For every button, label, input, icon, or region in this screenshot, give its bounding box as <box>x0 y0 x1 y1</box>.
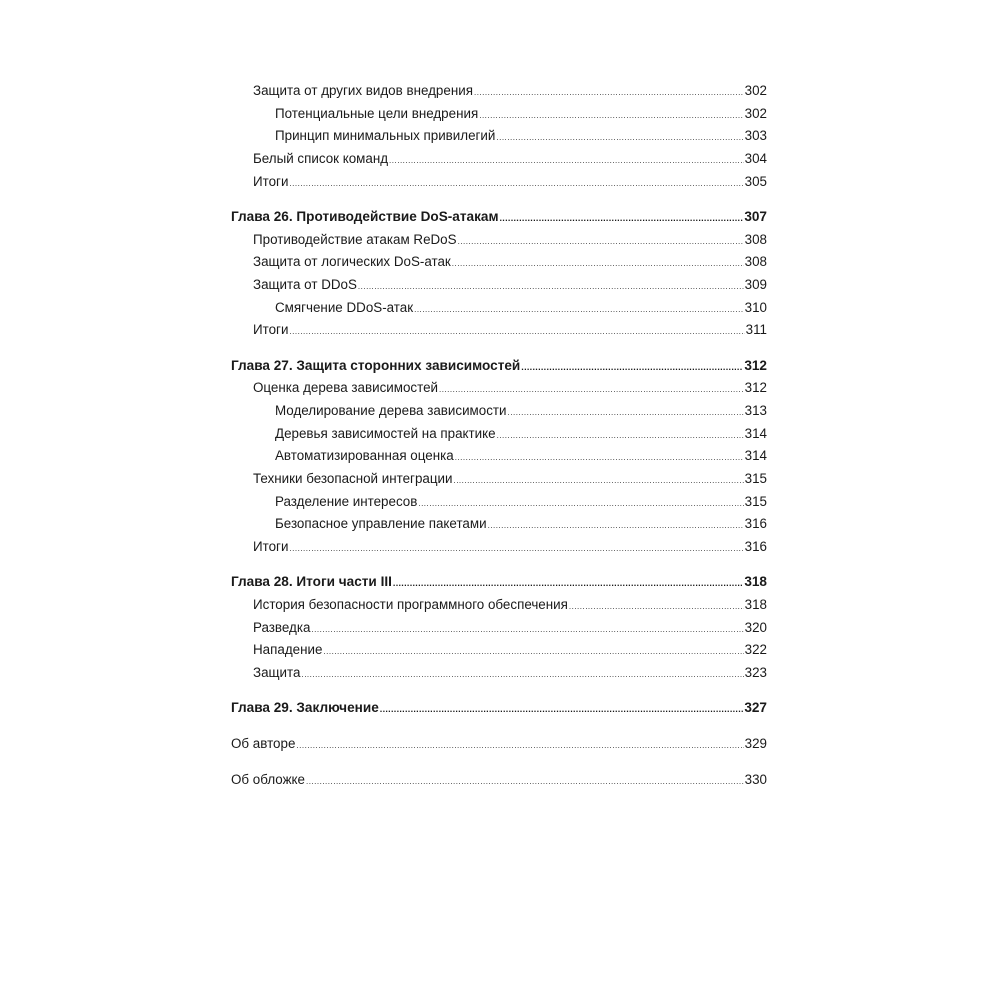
toc-entry-title: Моделирование дерева зависимости <box>275 402 507 418</box>
toc-entry-title: Защита от других видов внедрения <box>253 83 473 98</box>
dot-leader <box>289 538 743 561</box>
toc-entry <box>231 80 767 103</box>
table-of-contents <box>231 80 767 791</box>
dot-leader <box>458 231 744 254</box>
toc-entry-title: Безопасное управление пакетами <box>275 516 487 532</box>
toc-entry-title: Принцип минимальных привилегий <box>275 128 496 144</box>
dot-leader <box>414 299 744 322</box>
toc-entry <box>231 400 767 423</box>
toc-entry <box>231 319 767 342</box>
toc-entry <box>231 468 767 491</box>
toc-entry <box>231 445 767 468</box>
toc-entry <box>231 733 767 756</box>
toc-entry-title: Об авторе <box>231 735 296 751</box>
dot-leader <box>497 425 744 448</box>
toc-entry <box>231 639 767 662</box>
dot-leader <box>479 105 743 128</box>
toc-chapter-entry <box>231 355 767 378</box>
dot-leader <box>358 276 744 299</box>
dot-leader <box>393 572 743 595</box>
dot-leader <box>569 596 744 619</box>
toc-entry-page: 316 <box>744 539 767 555</box>
toc-entry-page: 327 <box>744 700 767 716</box>
toc-entry <box>231 662 767 685</box>
toc-entry-page: 302 <box>744 105 767 121</box>
toc-entry <box>231 617 767 640</box>
dot-leader <box>389 150 744 173</box>
dot-leader <box>508 402 744 425</box>
toc-entry <box>231 423 767 446</box>
dot-leader <box>488 515 744 538</box>
dot-leader <box>452 253 744 276</box>
toc-entry <box>231 297 767 320</box>
toc-entry-page: 323 <box>744 665 767 680</box>
toc-entry <box>231 594 767 617</box>
dot-leader <box>311 619 743 642</box>
toc-entry <box>231 251 767 274</box>
dot-leader <box>500 207 744 230</box>
toc-entry-title: Противодействие атакам ReDoS <box>253 231 457 247</box>
toc-entry-page: 310 <box>744 299 767 315</box>
toc-entry <box>231 103 767 126</box>
toc-entry-title: Оценка дерева зависимостей <box>253 380 438 396</box>
dot-leader <box>521 356 743 379</box>
toc-chapter-entry <box>231 206 767 229</box>
toc-entry-title: Итоги <box>253 173 289 189</box>
toc-entry-title: Разведка <box>253 619 311 635</box>
toc-entry-title: Потенциальные цели внедрения <box>275 105 479 121</box>
toc-entry <box>231 125 767 148</box>
toc-entry-title: Белый список команд <box>253 151 389 167</box>
toc-entry-page: 303 <box>744 128 767 144</box>
toc-entry-title: Деревья зависимостей на практике <box>275 425 496 441</box>
toc-entry <box>231 536 767 559</box>
toc-entry-title: Об обложке <box>231 771 305 787</box>
toc-entry-title: Смягчение DDoS-атак <box>275 299 414 315</box>
dot-leader <box>496 127 743 150</box>
toc-entry-title: Защита от DDoS <box>253 277 357 292</box>
toc-entry-page: 322 <box>744 642 767 658</box>
toc-entry-page: 309 <box>744 277 767 292</box>
toc-entry-title: Защита <box>253 665 301 680</box>
toc-entry-title: Глава 28. Итоги части III <box>231 574 392 590</box>
dot-leader <box>474 82 744 105</box>
toc-entry <box>231 513 767 536</box>
toc-entry-page: 304 <box>744 151 767 167</box>
toc-entry-page: 318 <box>744 596 767 612</box>
toc-entry <box>231 769 767 792</box>
toc-entry-page: 316 <box>744 516 767 532</box>
toc-entry-page: 311 <box>745 322 767 338</box>
toc-entry-page: 329 <box>744 735 767 751</box>
toc-entry-page: 320 <box>744 619 767 635</box>
toc-entry-page: 315 <box>744 471 767 486</box>
toc-entry-page: 312 <box>744 380 767 396</box>
toc-entry <box>231 377 767 400</box>
toc-entry-title: Глава 27. Защита сторонних зависимостей <box>231 357 521 373</box>
toc-entry <box>231 148 767 171</box>
toc-entry <box>231 274 767 297</box>
toc-chapter-entry <box>231 571 767 594</box>
toc-entry-title: Глава 26. Противодействие DoS-атакам <box>231 208 499 224</box>
toc-entry-page: 314 <box>744 425 767 441</box>
toc-entry-page: 330 <box>744 771 767 787</box>
dot-leader <box>296 735 743 758</box>
toc-entry-title: Итоги <box>253 322 289 338</box>
dot-leader <box>323 641 743 664</box>
toc-entry-page: 305 <box>744 173 767 189</box>
toc-entry-title: Техники безопасной интеграции <box>253 471 453 486</box>
toc-entry-page: 313 <box>744 402 767 418</box>
toc-entry-title: Автоматизированная оценка <box>275 448 454 464</box>
toc-entry-page: 315 <box>744 493 767 509</box>
dot-leader <box>380 698 744 721</box>
toc-entry-page: 314 <box>744 448 767 464</box>
dot-leader <box>301 664 743 687</box>
dot-leader <box>289 321 744 344</box>
toc-entry-page: 308 <box>744 231 767 247</box>
toc-entry <box>231 171 767 194</box>
toc-entry <box>231 491 767 514</box>
toc-entry-page: 318 <box>744 574 767 590</box>
dot-leader <box>455 447 744 470</box>
toc-entry-title: Разделение интересов <box>275 493 418 509</box>
toc-entry-page: 308 <box>744 254 767 270</box>
dot-leader <box>418 493 743 516</box>
dot-leader <box>453 470 743 493</box>
dot-leader <box>306 771 744 794</box>
toc-entry <box>231 229 767 252</box>
toc-entry-title: Итоги <box>253 539 289 555</box>
toc-entry-title: История безопасности программного обеспечения <box>253 596 568 612</box>
toc-entry-page: 302 <box>744 83 767 98</box>
toc-entry-title: Защита от логических DoS-атак <box>253 254 451 270</box>
toc-entry-page: 307 <box>744 208 767 224</box>
toc-chapter-entry <box>231 697 767 720</box>
toc-entry-title: Нападение <box>253 642 323 658</box>
dot-leader <box>289 173 743 196</box>
dot-leader <box>439 379 744 402</box>
toc-entry-page: 312 <box>744 357 767 373</box>
toc-entry-title: Глава 29. Заключение <box>231 700 379 716</box>
